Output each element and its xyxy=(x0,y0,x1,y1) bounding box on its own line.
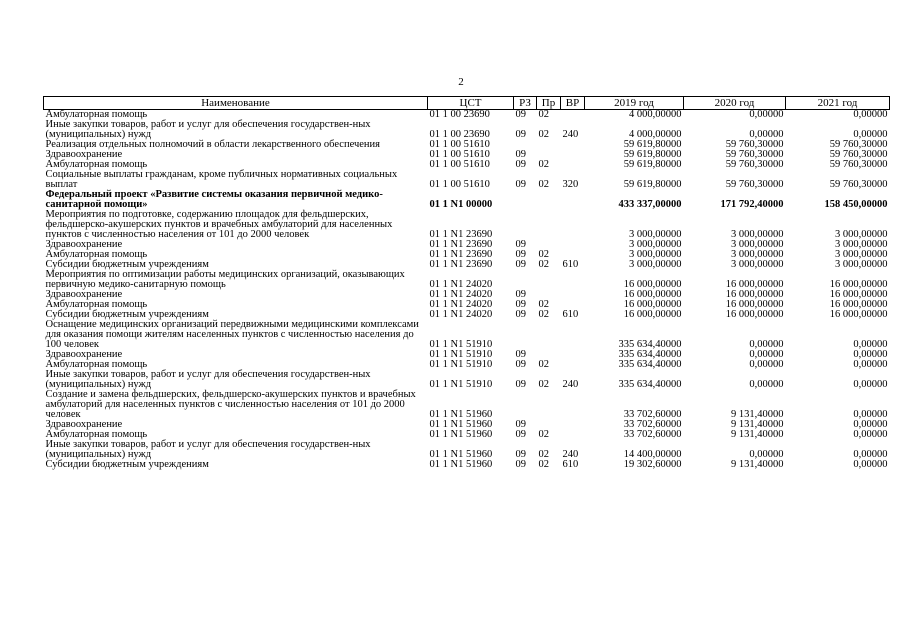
row-cst: 01 1 N1 51960 xyxy=(429,459,493,470)
row-value-2021: 16 000,00000 xyxy=(829,279,888,290)
row-rz: 09 xyxy=(515,429,526,440)
row-name: Амбулаторная помощь xyxy=(45,429,148,440)
row-cst: 01 1 N1 24020 xyxy=(429,299,493,310)
row-rz: 09 xyxy=(515,359,526,370)
row-rz: 09 xyxy=(515,249,526,260)
row-pr: 02 xyxy=(538,109,549,120)
row-rz xyxy=(514,210,537,240)
row-value-2020: 3 000,00000 xyxy=(731,229,784,240)
row-value-2020: 59 760,30000 xyxy=(725,149,784,160)
row-pr: 02 xyxy=(538,449,549,460)
row-rz: 09 xyxy=(515,239,526,250)
row-value-2021: 3 000,00000 xyxy=(835,249,888,260)
row-pr xyxy=(537,390,561,420)
budget-table xyxy=(43,96,890,470)
row-name: Амбулаторная помощь xyxy=(45,109,148,120)
row-value-2021: 0,00000 xyxy=(853,359,888,370)
row-cst: 01 1 00 23690 xyxy=(429,109,490,120)
row-value-2021: 59 760,30000 xyxy=(829,149,888,160)
row-name: Федеральный проект «Развитие системы оказания первичной медико-санитарной помощи» xyxy=(45,189,383,210)
row-value-2019: 335 634,40000 xyxy=(618,359,682,370)
row-rz xyxy=(514,270,537,290)
row-cst: 01 1 N1 51960 xyxy=(429,449,493,460)
row-cst: 01 1 00 51610 xyxy=(429,179,490,190)
row-value-2021: 16 000,00000 xyxy=(829,309,888,320)
row-value-2020: 9 131,40000 xyxy=(731,429,784,440)
row-value-2020: 16 000,00000 xyxy=(725,309,784,320)
row-value-2020: 3 000,00000 xyxy=(731,249,784,260)
row-cst: 01 1 00 51610 xyxy=(429,139,490,150)
row-value-2021: 16 000,00000 xyxy=(829,289,888,300)
row-vr: 240 xyxy=(562,379,579,390)
row-value-2019: 59 619,80000 xyxy=(623,179,682,190)
table-row xyxy=(44,320,890,350)
row-vr: 240 xyxy=(562,449,579,460)
row-value-2020: 0,00000 xyxy=(749,449,784,460)
row-value-2020: 0,00000 xyxy=(749,379,784,390)
row-rz xyxy=(514,190,537,210)
row-vr xyxy=(561,430,585,440)
table-row xyxy=(44,270,890,290)
row-rz: 09 xyxy=(515,379,526,390)
row-value-2019: 4 000,00000 xyxy=(629,129,682,140)
table-row xyxy=(44,120,890,140)
row-value-2019: 335 634,40000 xyxy=(618,339,682,350)
row-vr xyxy=(561,160,585,170)
column-header-2019: 2019 год xyxy=(585,97,684,110)
table-row xyxy=(44,210,890,240)
row-rz: 09 xyxy=(515,299,526,310)
row-pr: 02 xyxy=(538,179,549,190)
row-value-2021: 0,00000 xyxy=(853,379,888,390)
column-header-rz: РЗ xyxy=(514,97,537,110)
row-cst: 01 1 N1 51910 xyxy=(429,379,493,390)
row-value-2021: 0,00000 xyxy=(853,419,888,430)
row-value-2021: 158 450,00000 xyxy=(824,199,888,210)
row-value-2019: 3 000,00000 xyxy=(629,229,682,240)
row-name: Здравоохранение xyxy=(45,239,123,250)
row-name: Иные закупки товаров, работ и услуг для обеспечения государствен-ных (муниципальных) нужд xyxy=(45,439,371,460)
row-name: Реализация отдельных полномочий в области лекарственного обеспечения xyxy=(45,139,380,150)
row-value-2021: 0,00000 xyxy=(853,129,888,140)
row-cst: 01 1 N1 51960 xyxy=(429,409,493,420)
row-cst: 01 1 00 51610 xyxy=(429,159,490,170)
column-header-vr: ВР xyxy=(561,97,585,110)
row-rz: 09 xyxy=(515,459,526,470)
row-vr: 610 xyxy=(562,259,579,270)
row-value-2021: 59 760,30000 xyxy=(829,139,888,150)
row-pr xyxy=(537,210,561,240)
row-cst: 01 1 N1 24020 xyxy=(429,309,493,320)
row-vr xyxy=(561,270,585,290)
row-cst: 01 1 N1 24020 xyxy=(429,279,493,290)
column-header-name: Наименование xyxy=(44,97,428,110)
row-value-2020: 3 000,00000 xyxy=(731,239,784,250)
row-name: Субсидии бюджетным учреждениям xyxy=(45,459,209,470)
row-vr: 610 xyxy=(562,459,579,470)
row-value-2019: 433 337,00000 xyxy=(618,199,682,210)
row-value-2019: 3 000,00000 xyxy=(629,239,682,250)
row-pr: 02 xyxy=(538,129,549,140)
row-vr xyxy=(561,190,585,210)
row-value-2021: 3 000,00000 xyxy=(835,239,888,250)
row-name: Иные закупки товаров, работ и услуг для обеспечения государствен-ных (муниципальных) нужд xyxy=(45,119,371,140)
row-pr: 02 xyxy=(538,259,549,270)
row-value-2020: 171 792,40000 xyxy=(720,199,784,210)
row-pr: 02 xyxy=(538,309,549,320)
row-pr: 02 xyxy=(538,429,549,440)
row-value-2021: 0,00000 xyxy=(853,429,888,440)
row-value-2020: 59 760,30000 xyxy=(725,179,784,190)
row-value-2021: 0,00000 xyxy=(853,409,888,420)
row-value-2021: 59 760,30000 xyxy=(829,179,888,190)
row-name: Субсидии бюджетным учреждениям xyxy=(45,309,209,320)
row-vr: 320 xyxy=(562,179,579,190)
row-cst: 01 1 N1 51910 xyxy=(429,349,493,360)
row-value-2019: 59 619,80000 xyxy=(623,139,682,150)
row-pr: 02 xyxy=(538,249,549,260)
row-rz xyxy=(514,390,537,420)
row-value-2020: 0,00000 xyxy=(749,109,784,120)
row-value-2020: 3 000,00000 xyxy=(731,259,784,270)
row-value-2020: 9 131,40000 xyxy=(731,419,784,430)
row-value-2019: 19 302,60000 xyxy=(623,459,682,470)
row-cst: 01 1 N1 23690 xyxy=(429,229,493,240)
row-name: Амбулаторная помощь xyxy=(45,159,148,170)
row-value-2020: 16 000,00000 xyxy=(725,299,784,310)
row-value-2020: 0,00000 xyxy=(749,129,784,140)
row-pr: 02 xyxy=(538,159,549,170)
page-number: 2 xyxy=(458,76,464,88)
row-value-2020: 0,00000 xyxy=(749,339,784,350)
row-pr xyxy=(537,190,561,210)
row-name: Создание и замена фельдшерских, фельдшерско-акушерских пунктов и врачебных амбулаторий для населенных пунктов с численностью населения от 101 до 2000 человек xyxy=(45,389,416,420)
row-rz: 09 xyxy=(515,179,526,190)
row-rz: 09 xyxy=(515,309,526,320)
row-cst: 01 1 N1 51960 xyxy=(429,429,493,440)
row-value-2019: 59 619,80000 xyxy=(623,149,682,160)
row-value-2019: 16 000,00000 xyxy=(623,299,682,310)
row-cst: 01 1 N1 23690 xyxy=(429,249,493,260)
row-name: Амбулаторная помощь xyxy=(45,359,148,370)
row-rz xyxy=(514,320,537,350)
column-header-cst: ЦСТ xyxy=(428,97,514,110)
column-header-2020: 2020 год xyxy=(684,97,786,110)
row-name: Иные закупки товаров, работ и услуг для обеспечения государствен-ных (муниципальных) нужд xyxy=(45,369,371,390)
row-value-2020: 16 000,00000 xyxy=(725,289,784,300)
row-name: Здравоохранение xyxy=(45,149,123,160)
row-pr: 02 xyxy=(538,299,549,310)
row-value-2019: 16 000,00000 xyxy=(623,309,682,320)
row-vr xyxy=(561,240,585,250)
row-value-2019: 335 634,40000 xyxy=(618,349,682,360)
row-value-2019: 33 702,60000 xyxy=(623,409,682,420)
row-cst: 01 1 N1 51960 xyxy=(429,419,493,430)
row-value-2021: 3 000,00000 xyxy=(835,229,888,240)
row-value-2019: 3 000,00000 xyxy=(629,249,682,260)
row-value-2020: 0,00000 xyxy=(749,359,784,370)
row-rz: 09 xyxy=(515,449,526,460)
row-value-2019: 16 000,00000 xyxy=(623,289,682,300)
column-header-2021: 2021 год xyxy=(786,97,890,110)
row-value-2021: 0,00000 xyxy=(853,449,888,460)
row-vr xyxy=(561,150,585,160)
row-rz: 09 xyxy=(515,349,526,360)
row-cst: 01 1 N1 00000 xyxy=(429,199,493,210)
row-name: Мероприятия по оптимизации работы медицинских организаций, оказывающих первичную медико-санитарную помощь xyxy=(45,269,405,290)
table-row xyxy=(44,460,890,470)
row-value-2021: 16 000,00000 xyxy=(829,299,888,310)
table-row xyxy=(44,170,890,190)
row-cst: 01 1 00 51610 xyxy=(429,149,490,160)
row-vr: 240 xyxy=(562,129,579,140)
row-pr: 02 xyxy=(538,359,549,370)
row-name: Социальные выплаты гражданам, кроме публичных нормативных социальных выплат xyxy=(45,169,398,190)
row-value-2019: 33 702,60000 xyxy=(623,419,682,430)
row-value-2020: 59 760,30000 xyxy=(725,159,784,170)
row-rz: 09 xyxy=(515,149,526,160)
row-value-2019: 16 000,00000 xyxy=(623,279,682,290)
row-name: Оснащение медицинских организаций передвижными медицинскими комплексами для оказания помощи жителям населенных пунктов с численностью населения до 100 человек xyxy=(45,319,419,350)
row-rz: 09 xyxy=(515,289,526,300)
row-cst: 01 1 N1 24020 xyxy=(429,289,493,300)
row-cst: 01 1 N1 23690 xyxy=(429,259,493,270)
table-row xyxy=(44,190,890,210)
row-value-2021: 3 000,00000 xyxy=(835,259,888,270)
row-pr: 02 xyxy=(538,459,549,470)
row-cst: 01 1 00 23690 xyxy=(429,129,490,140)
row-vr xyxy=(561,290,585,300)
row-vr xyxy=(561,140,585,150)
row-value-2020: 16 000,00000 xyxy=(725,279,784,290)
row-vr: 610 xyxy=(562,309,579,320)
row-value-2019: 335 634,40000 xyxy=(618,379,682,390)
row-name: Здравоохранение xyxy=(45,349,123,360)
row-name: Здравоохранение xyxy=(45,289,123,300)
row-value-2021: 0,00000 xyxy=(853,349,888,360)
row-value-2020: 9 131,40000 xyxy=(731,409,784,420)
table-row xyxy=(44,440,890,460)
table-header-row xyxy=(44,97,890,110)
row-pr xyxy=(537,320,561,350)
table-row xyxy=(44,370,890,390)
row-name: Амбулаторная помощь xyxy=(45,299,148,310)
row-rz: 09 xyxy=(515,419,526,430)
row-rz: 09 xyxy=(515,129,526,140)
row-cst: 01 1 N1 23690 xyxy=(429,239,493,250)
row-value-2020: 9 131,40000 xyxy=(731,459,784,470)
row-cst: 01 1 N1 51910 xyxy=(429,339,493,350)
row-value-2021: 59 760,30000 xyxy=(829,159,888,170)
row-value-2019: 59 619,80000 xyxy=(623,159,682,170)
row-vr xyxy=(561,390,585,420)
row-value-2020: 0,00000 xyxy=(749,349,784,360)
row-value-2019: 14 400,00000 xyxy=(623,449,682,460)
row-vr xyxy=(561,320,585,350)
row-value-2019: 3 000,00000 xyxy=(629,259,682,270)
row-name: Мероприятия по подготовке, содержанию площадок для фельдшерских, фельдшерско-акушерских пунктов и врачебных амбулаторий для населенных пунктов с численностью населения от 101 до 2000 человек xyxy=(45,209,393,240)
column-header-pr: Пр xyxy=(537,97,561,110)
row-rz: 09 xyxy=(515,109,526,120)
row-value-2021: 0,00000 xyxy=(853,339,888,350)
row-rz: 09 xyxy=(515,259,526,270)
row-value-2019: 4 000,00000 xyxy=(629,109,682,120)
row-value-2020: 59 760,30000 xyxy=(725,139,784,150)
row-rz: 09 xyxy=(515,159,526,170)
row-value-2019: 33 702,60000 xyxy=(623,429,682,440)
row-pr: 02 xyxy=(538,379,549,390)
row-vr xyxy=(561,110,585,121)
row-vr xyxy=(561,210,585,240)
row-name: Здравоохранение xyxy=(45,419,123,430)
row-cst: 01 1 N1 51910 xyxy=(429,359,493,370)
row-value-2021: 0,00000 xyxy=(853,459,888,470)
row-vr xyxy=(561,350,585,360)
row-pr xyxy=(537,140,561,150)
table-row xyxy=(44,390,890,420)
table-body xyxy=(44,110,890,471)
row-vr xyxy=(561,360,585,370)
row-pr xyxy=(537,270,561,290)
row-value-2021: 0,00000 xyxy=(853,109,888,120)
row-name: Амбулаторная помощь xyxy=(45,249,148,260)
row-vr xyxy=(561,420,585,430)
row-name: Субсидии бюджетным учреждениям xyxy=(45,259,209,270)
